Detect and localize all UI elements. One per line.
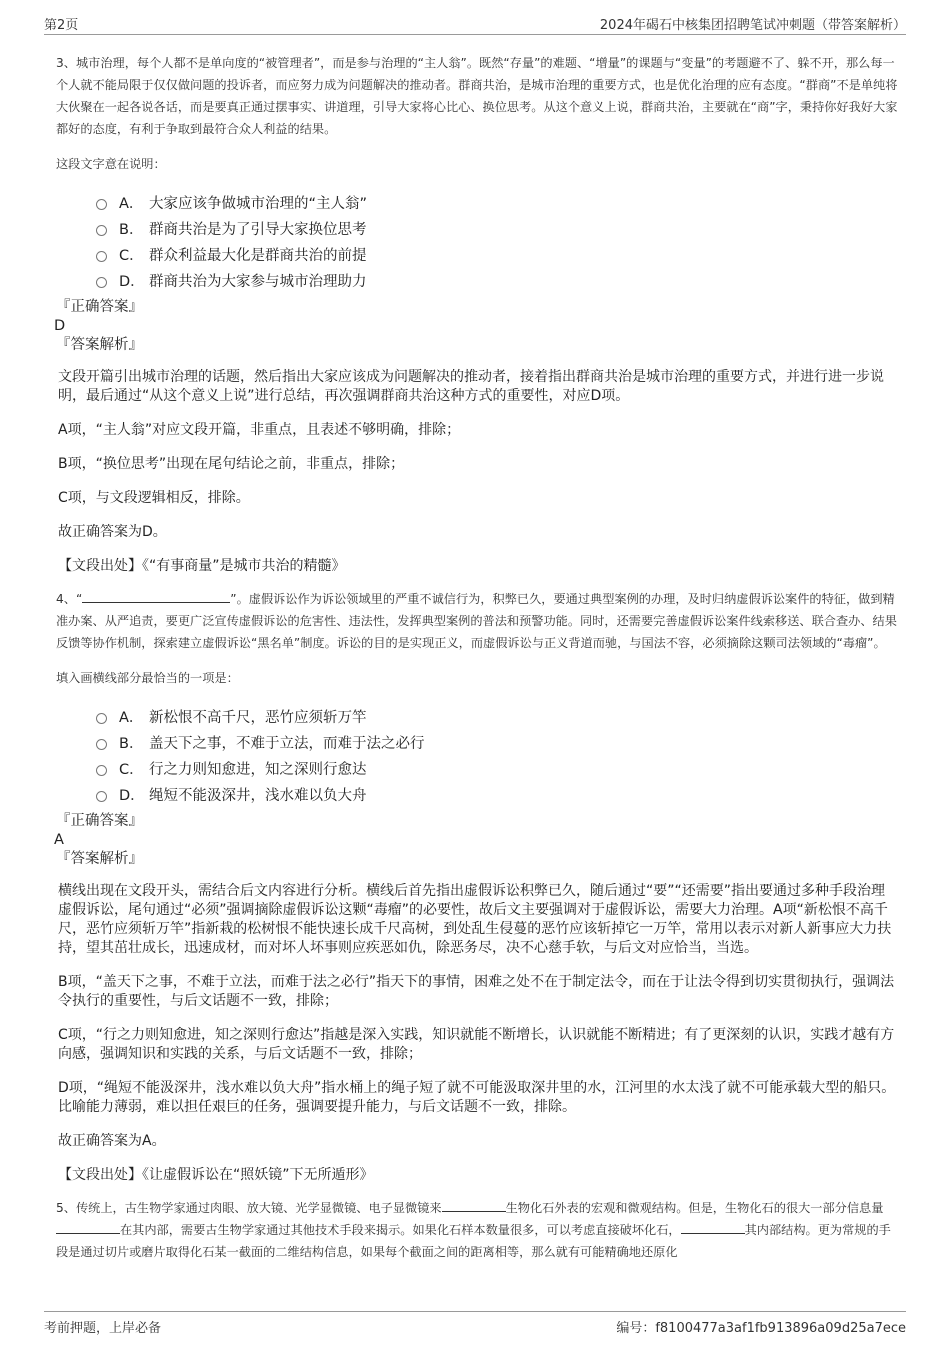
page-number: 第2页	[44, 18, 79, 33]
radio-icon[interactable]	[96, 251, 107, 262]
radio-icon[interactable]	[96, 791, 107, 802]
radio-icon[interactable]	[96, 225, 107, 236]
analysis-conclusion: 故正确答案为A。	[58, 1133, 166, 1149]
passage-start: 4、“	[56, 592, 83, 606]
footer-slogan: 考前押题，上岸必备	[44, 1321, 162, 1336]
fill-blank	[82, 590, 230, 603]
radio-icon[interactable]	[96, 765, 107, 776]
correct-answer: A	[54, 832, 64, 848]
option-letter: C．	[119, 761, 144, 778]
analysis-paragraph: B项，“换位思考”出现在尾句结论之前，非重点，排除；	[58, 456, 405, 472]
analysis-paragraph: C项，与文段逻辑相反，排除。	[58, 490, 250, 506]
option-letter: B．	[119, 221, 144, 238]
page-footer	[44, 1311, 906, 1334]
question-4-prompt: 填入画横线部分最恰当的一项是：	[56, 671, 239, 685]
option-text: 行之力则知愈进，知之深则行愈达	[149, 761, 367, 778]
document-body	[56, 52, 898, 1263]
question-4-options	[96, 703, 898, 807]
correct-answer-label: 『正确答案』	[56, 299, 143, 315]
question-5	[56, 1197, 898, 1263]
question-4-option-c[interactable]	[96, 755, 898, 781]
question-3-options	[96, 189, 898, 293]
analysis-paragraph: A项，“主人翁”对应文段开篇，非重点，且表述不够明确，排除；	[58, 422, 461, 438]
passage-rest: ”。虚假诉讼作为诉讼领域里的严重不诚信行为，积弊已久，要通过典型案例的办理，及时归纳虚假诉讼案件的特征，做到精准办案、从严追责，要更广泛宣传虚假诉讼的危害性、违法性，发挥典型案例的普法和预警功能。同时，还需要完善虚假诉讼案件线索移送、联合查办、结果反馈等协作机制，探索建立虚假诉讼“黑名单”制度。诉讼的目的是实现正义，而虚假诉讼与正义背道而驰，与国法不容，必须摘除这颗司法领域的“毒瘤”。	[56, 592, 897, 650]
analysis-label: 『答案解析』	[56, 337, 143, 353]
radio-icon[interactable]	[96, 199, 107, 210]
option-text: 新松恨不高千尺，恶竹应须斩万竿	[149, 709, 367, 726]
option-letter: A．	[119, 195, 144, 212]
analysis-label: 『答案解析』	[56, 851, 143, 867]
question-3-option-a[interactable]	[96, 189, 898, 215]
question-4-option-d[interactable]	[96, 781, 898, 807]
analysis-paragraph: 横线出现在文段开头，需结合后文内容进行分析。横线后首先指出虚假诉讼积弊已久，随后通过“要”“还需要”指出要通过多种手段治理虚假诉讼，尾句通过“必须”强调摘除虚假诉讼这颗“毒瘤”的必要性，故后文主要强调对于虚假诉讼，需要大力治理。A项“新松恨不高千尺，恶竹应须斩万竿”指新栽的松树恨不能快速长成千尺高树，到处乱生侵蔓的恶竹应该斩掉它一万竿，常用以表示对新人新事应大力扶持，望其茁壮成长，迅速成材，而对坏人坏事则应疾恶如仇，除恶务尽，决不心慈手软，与后文对应恰当，当选。	[58, 883, 892, 956]
option-text: 盖天下之事，不难于立法，而难于法之必行	[149, 735, 425, 752]
source-citation: 【文段出处】《让虚假诉讼在“照妖镜”下无所遁形》	[58, 1167, 374, 1183]
radio-icon[interactable]	[96, 739, 107, 750]
question-4	[56, 588, 898, 1185]
question-3-prompt: 这段文字意在说明：	[56, 157, 166, 171]
option-letter: C．	[119, 247, 144, 264]
option-letter: A．	[119, 709, 144, 726]
option-text: 群众利益最大化是群商共治的前提	[149, 247, 367, 264]
option-text: 绳短不能汲深井，浅水难以负大舟	[149, 787, 367, 804]
correct-answer-label: 『正确答案』	[56, 813, 143, 829]
question-3-option-c[interactable]	[96, 241, 898, 267]
analysis-paragraph: 文段开篇引出城市治理的话题，然后指出大家应该成为问题解决的推动者，接着指出群商共治是城市治理的重要方式，并进行进一步说明，最后通过“从这个意义上说”进行总结，再次强调群商共治这种方式的重要性，对应D项。	[58, 369, 884, 404]
question-3-option-d[interactable]	[96, 267, 898, 293]
question-3-option-b[interactable]	[96, 215, 898, 241]
radio-icon[interactable]	[96, 277, 107, 288]
document-title: 2024年碣石中核集团招聘笔试冲刺题（带答案解析）	[599, 18, 906, 33]
question-4-option-a[interactable]	[96, 703, 898, 729]
passage-part: 5、传统上，古生物学家通过肉眼、放大镜、光学显微镜、电子显微镜来	[56, 1201, 442, 1215]
question-3-passage: 3、城市治理，每个人都不是单向度的“被管理者”，而是参与治理的“主人翁”。既然“存量”的难题、“增量”的课题与“变量”的考题避不了、躲不开，那么每一个人就不能局限于仅仅做问题的投诉者，而应努力成为问题解决的推动者。群商共治，是城市治理的重要方式，也是优化治理的应有态度。“群商”不是单纯将大伙聚在一起各说各话，而是要真正通过摆事实、讲道理，引导大家将心比心、换位思考。从这个意义上说，群商共治，主要就在“商”字，秉持你好我好大家都好的态度，有利于争取到最符合众人利益的结果。	[56, 56, 898, 136]
option-letter: B．	[119, 735, 144, 752]
correct-answer: D	[54, 318, 66, 334]
analysis-conclusion: 故正确答案为D。	[58, 524, 167, 540]
fill-blank	[681, 1221, 745, 1234]
fill-blank	[56, 1221, 120, 1234]
document-serial: 编号：f8100477a3af1fb913896a09d25a7ece	[616, 1321, 906, 1336]
question-5-passage	[56, 1197, 898, 1263]
analysis-paragraph: C项，“行之力则知愈进，知之深则行愈达”指越是深入实践，知识就能不断增长，认识就能不断精进；有了更深刻的认识，实践才越有方向感，强调知识和实践的关系，与后文话题不一致，排除；	[58, 1027, 895, 1062]
option-letter: D．	[119, 273, 145, 290]
question-4-option-b[interactable]	[96, 729, 898, 755]
passage-part: 其内部结构。更为常规的手段是通过切片或磨片取得化石某一截面的二维结构信息，如果每个截面之间的距离相等，那么就有可能精确地还原化	[56, 1223, 891, 1259]
page-header	[44, 12, 906, 35]
radio-icon[interactable]	[96, 713, 107, 724]
question-4-passage	[56, 588, 898, 654]
passage-part: 在其内部，需要古生物学家通过其他技术手段来揭示。如果化石样本数量很多，可以考虑直接破坏化石，	[120, 1223, 681, 1237]
option-letter: D．	[119, 787, 145, 804]
option-text: 群商共治是为了引导大家换位思考	[149, 221, 367, 238]
option-text: 大家应该争做城市治理的“主人翁”	[149, 195, 368, 212]
question-3	[56, 52, 898, 576]
passage-part: 生物化石外表的宏观和微观结构。但是，生物化石的很大一部分信息量	[505, 1201, 884, 1215]
analysis-paragraph: D项，“绳短不能汲深井，浅水难以负大舟”指水桶上的绳子短了就不可能汲取深井里的水，江河里的水太浅了就不可能承载大型的船只。比喻能力薄弱，难以担任艰巨的任务，强调要提升能力，与后文话题不一致，排除。	[58, 1080, 896, 1115]
analysis-paragraph: B项，“盖天下之事，不难于立法，而难于法之必行”指天下的事情，困难之处不在于制定法令，而在于让法令得到切实贯彻执行，强调法令执行的重要性，与后文话题不一致，排除；	[58, 974, 895, 1009]
option-text: 群商共治为大家参与城市治理助力	[149, 273, 367, 290]
fill-blank	[442, 1199, 506, 1212]
source-citation: 【文段出处】《“有事商量”是城市共治的精髓》	[58, 558, 346, 574]
